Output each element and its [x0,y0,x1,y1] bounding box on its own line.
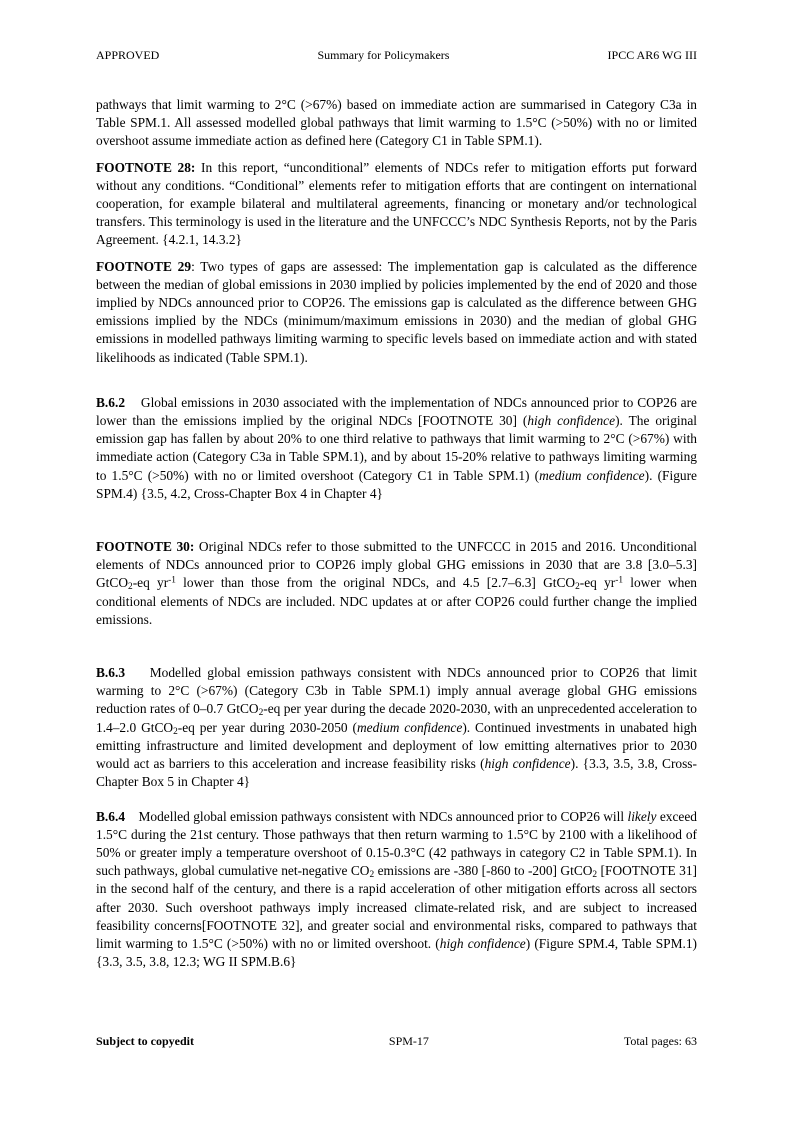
statement-b-6-4-label: B.6.4 [96,808,126,824]
statement-b-6-2-label: B.6.2 [96,394,126,410]
page-header [96,48,697,63]
header-report-name: IPCC AR6 WG III [607,48,697,62]
footnote-29-label: FOOTNOTE 29 [96,258,192,274]
footer-total-pages: Total pages: 63 [623,1034,697,1048]
footnote-28-label: FOOTNOTE 28: [96,159,196,175]
header-status: APPROVED [96,48,160,62]
page-footer [96,1034,697,1049]
statement-b-6-4: B.6.4 Modelled global emission pathways consistent with NDCs announced prior to COP26 will likely exceed 1.5°C during the 21st century. Those pathways that then return warming to 1.5°C by 2100 with a likelihood of 50% or greater imply a temperature overshoot of 0.15-0.3°C (42 pathways in category C2 in Table SPM.1). In such pathways, global cumulative net-negative $CO_2$ emissions are -380 [-860 to -200] GtCO$_2$ [FOOTNOTE 31] in the second half of the century, and there is a rapid acceleration of other mitigation efforts across all sectors after 2030. Such overshoot pathways imply increased climate-related risk, and are subject to increased feasibility concerns[FOOTNOTE 32], and greater social and environmental risks, compared to pathways that limit warming to 1.5°C (>50%) with no or limited overshoot. (high confidence) (Figure SPM.4, Table SPM.1) {3.3, 3.5, 3.8, 12.3; WG II SPM.B.6} [96,808,698,970]
footnote-28: FOOTNOTE 28: In this report, “unconditional” elements of NDCs refer to mitigation efforts put forward without any conditions. “Conditional” elements refer to mitigation efforts that are contingent on international cooperation, for example bilateral and multilateral agreements, financing or monetary and/or technological transfers. This terminology is used in the literature and the UNFCCC’s NDC Synthesis Reports, not by the Paris Agreement. {4.2.1, 14.3.2} [96,159,697,248]
footnote-29: FOOTNOTE 29: Two types of gaps are assessed: The implementation gap is calculated as the difference between the median of global emissions in 2030 implied by policies implemented by the end of 2020 and those implied by NDCs announced prior to COP26. The emissions gap is calculated as the difference between GHG emissions implied by the NDCs (minimum/maximum emissions in 2030) and the median of global GHG emissions in modelled pathways limiting warming to specific levels based on immediate action and with stated likelihoods as indicated (Table SPM.1). [96,258,697,365]
statement-b-6-2: B.6.2 Global emissions in 2030 associated with the implementation of NDCs announced prior to COP26 are lower than the emissions implied by the original NDCs [FOOTNOTE 30] (high confidence). The original emission gap has fallen by about 20% to one third relative to pathways that limit warming to 2°C (>67%) with immediate action (Category C3a in Table SPM.1), and by about 15-20% relative to pathways limiting warming to 1.5°C (>50%) with no or limited overshoot (Category C1 in Table SPM.1) (medium confidence). (Figure SPM.4) {3.5, 4.2, Cross-Chapter Box 4 in Chapter 4} [96,394,701,501]
statement-b-6-3-label: B.6.3 [96,665,126,681]
statement-b-6-3: B.6.3 Modelled global emission pathways consistent with NDCs announced prior to COP26 that limit warming to 2°C (>67%) (Category C3b in Table SPM.1) imply annual average global GHG emissions reduction rates of 0–0.7 GtCO$_2$-eq per year during the decade 2020-2030, with an unprecedented acceleration to 1.4–2.0 GtCO$_2$-eq per year during 2030-2050 (medium confidence). Continued investments in unabated high emitting infrastructure and limited development and deployment of low emitting alternatives prior to 2030 would act as barriers to this acceleration and increase feasibility risks (high confidence). {3.3, 3.5, 3.8, Cross-Chapter Box 5 in Chapter 4} [96,665,701,790]
footnote-30-label: FOOTNOTE 30: [96,539,195,555]
header-section-title: Summary for Policymakers [317,48,450,62]
footer-copyedit-note: Subject to copyedit [96,1034,194,1048]
paragraph-intro: pathways that limit warming to 2°C (>67%) based on immediate action are summarised in Category C3a in Table SPM.1. All assessed modelled global pathways that limit warming to 1.5°C (>50%) with no or limited overshoot assume immediate action as defined here (Category C1 in Table SPM.1). [96,97,697,149]
footer-page-number: SPM-17 [388,1034,429,1048]
footnote-30: FOOTNOTE 30: Original NDCs refer to those submitted to the UNFCCC in 2015 and 2016. Unconditional elements of NDCs announced prior to COP26 imply global GHG emissions in 2030 that are 3.8 [3.0–5.3] GtCO$_2$-eq $yr^{-1}$ lower than those from the original NDCs, and 4.5 [2.7–6.3] GtCO$_2$-eq $yr^{-1}$ lower when conditional elements of NDCs are included. NDC updates at or after COP26 could further change the implied emissions. [96,539,697,627]
document-body [96,96,701,971]
